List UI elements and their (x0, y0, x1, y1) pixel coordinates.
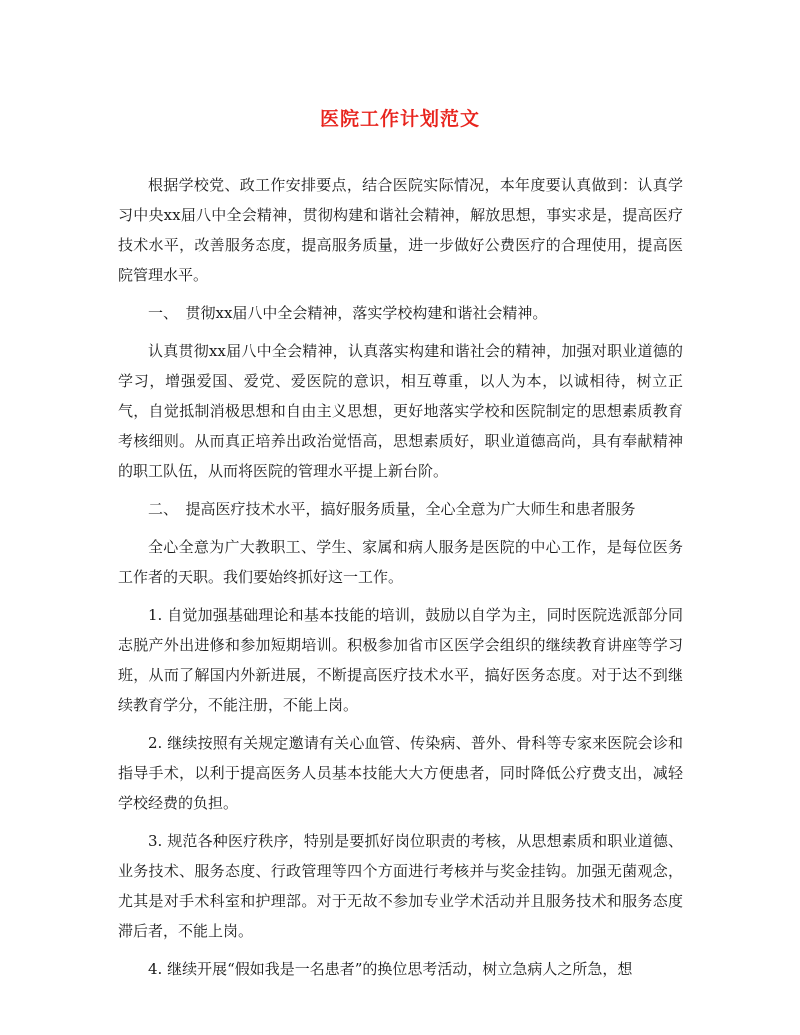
paragraph-section-2: 全心全意为广大教职工、学生、家属和病人服务是医院的中心工作，是每位医务工作者的天职。我们要始终抓好这一工作。 (118, 538, 683, 586)
section-heading-2: 二、 提高医疗技术水平，搞好服务质量，全心全意为广大师生和患者服务 (148, 500, 636, 518)
list-item-4: 4. 继续开展“假如我是一名患者”的换位思考活动，树立急病人之所急，想 (148, 960, 633, 978)
list-item-1: 1. 自觉加强基础理论和基本技能的培训，鼓励以自学为主，同时医院选派部分同志脱产外出进修和参加短期培训。积极参加省市区医学会组织的继续教育讲座等学习班，从而了解国内外新进展，不断提高医疗技术水平，搞好医务态度。对于达不到继续教育学分，不能注册，不能上岗。 (118, 606, 683, 714)
paragraph-section-1: 认真贯彻xx届八中全会精神，认真落实构建和谐社会的精神，加强对职业道德的学习，增强爱国、爱党、爱医院的意识，相互尊重，以人为本，以诚相待，树立正气，自觉抵制消极思想和自由主义思想，更好地落实学校和医院制定的思想素质教育考核细则。从而真正培养出政治觉悟高，思想素质好，职业道德高尚，具有奉献精神的职工队伍，从而将医院的管理水平提上新台阶。 (118, 342, 683, 480)
paragraph-intro: 根据学校党、政工作安排要点，结合医院实际情况，本年度要认真做到：认真学习中央xx届八中全会精神，贯彻构建和谐社会精神，解放思想，事实求是，提高医疗技术水平，改善服务态度，提高服务质量，进一步做好公费医疗的合理使用，提高医院管理水平。 (118, 176, 683, 284)
document-title: 医院工作计划范文 (319, 108, 480, 130)
list-item-2: 2. 继续按照有关规定邀请有关心血管、传染病、普外、骨科等专家来医院会诊和指导手术，以利于提高医务人员基本技能大大方便患者，同时降低公疗费支出，减轻学校经费的负担。 (118, 734, 683, 812)
document-body (118, 170, 683, 992)
list-item-3: 3. 规范各种医疗秩序，特别是要抓好岗位职责的考核，从思想素质和职业道德、业务技术、服务态度、行政管理等四个方面进行考核并与奖金挂钩。加强无菌观念，尤其是对手术科室和护理部。对于无故不参加专业学术活动并且服务技术和服务态度滞后者，不能上岗。 (118, 832, 683, 940)
section-heading-1: 一、 贯彻xx届八中全会精神，落实学校构建和谐社会精神。 (148, 304, 548, 322)
